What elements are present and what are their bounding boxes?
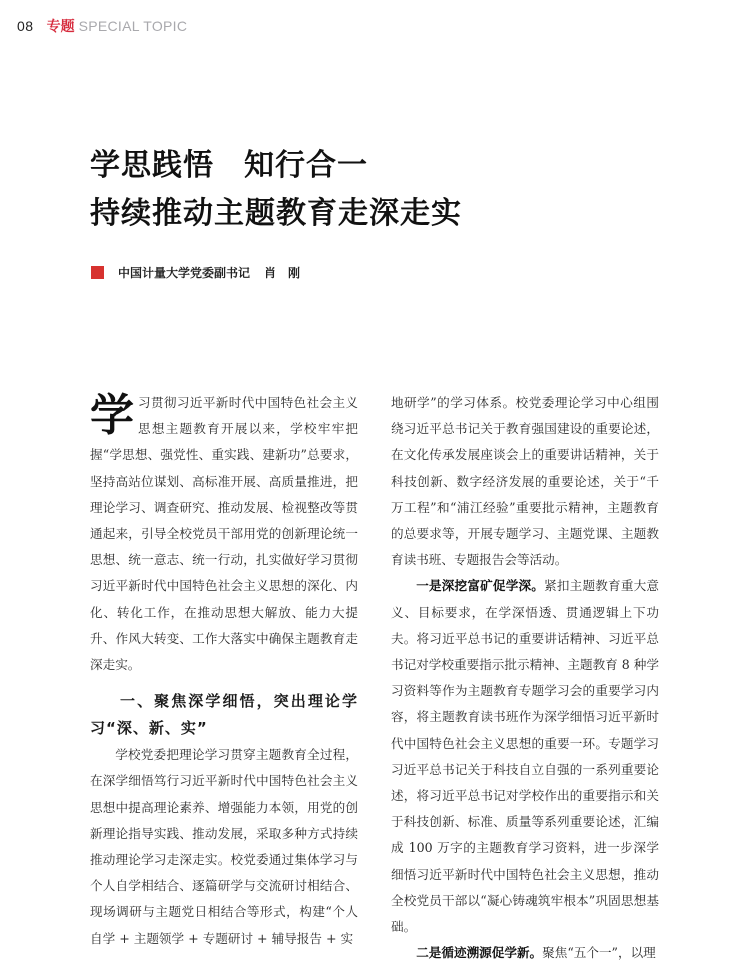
title-part-1: 学思践悟 [90,148,214,183]
page-number: 08 [17,18,34,34]
running-header [17,16,187,36]
section-label-cn: 专题 [46,18,75,34]
author-name: 肖刚 [264,266,313,280]
red-square-icon [91,266,104,279]
article-title [90,142,462,238]
title-line-1 [90,142,462,190]
point-2-body: 聚焦“五个一”，以理 [542,945,656,961]
title-line-2: 持续推动主题教育走深走实 [90,196,462,231]
byline [91,264,312,281]
left-column [90,390,358,952]
point-1-body: 紧扣主题教育重大意义、目标要求，在学深悟透、贯通逻辑上下功夫。将习近平总书记的重要讲话精神、习近平总书记对学校重要指示批示精神、主题教育 8 种学习资料等作为主题教育专题学习会的重要学习内容，将主题教育读书班作为深学细悟习近平新时代中国特色社会主义思想的重要一环。专题学习习近平总书记关于科技自立自强的一系列重要论述，将习近平总书记对学校作出的重要指示和关于科技创新、标准、质量等系列重要论述，汇编成 100 万字的主题教育学习资料，进一步深学细悟习近平新时代中国特色社会主义思想，推动全校党员干部以“凝心铸魂筑牢根本”巩固思想基础。 [391,578,660,935]
section-label-en: SPECIAL TOPIC [78,18,188,34]
drop-cap: 学 [90,390,134,441]
section-1-paragraph: 学校党委把理论学习贯穿主题教育全过程，在深学细悟笃行习近平新时代中国特色社会主义思想中提高理论素养、增强能力本领，用党的创新理论指导实践、推动发展，采取多种方式持续推动理论学习走深走实。校党委通过集体学习与个人自学相结合、逐篇研学与交流研讨相结合、现场调研与主题党日相结合等形式，构建“个人自学 + 主题领学 + 专题研讨 + 辅导报告 + 实 [90,747,358,946]
point-2-lead: 二是循迹溯源促学新。 [416,945,543,961]
continued-paragraph: 地研学”的学习体系。校党委理论学习中心组围绕习近平总书记关于教育强国建设的重要论述，在文化传承发展座谈会上的重要讲话精神，关于科技创新、数字经济发展的重要论述，关于“千万工程”和“浦江经验”重要批示精神，主题教育的总要求等，开展专题学习、主题党课、主题教育读书班、专题报告会等活动。 [391,395,659,568]
intro-text: 习贯彻习近平新时代中国特色社会主义思想主题教育开展以来，学校牢牢把握“学思想、强党性、重实践、建新功”总要求，坚持高站位谋划、高标准开展、高质量推进，把理论学习、调查研究、推动发展、检视整改等贯通起来，引导全校党员干部用党的创新理论统一思想、统一意志、统一行动，扎实做好学习贯彻习近平新时代中国特色社会主义思想的深化、内化、转化工作，在推动思想大解放、能力大提升、作风大转变、工作大落实中确保主题教育走深走实。 [90,395,358,673]
right-column [391,390,659,966]
intro-paragraph [90,390,358,678]
point-2-paragraph [391,940,659,966]
point-1-lead: 一是深挖富矿促学深。 [416,578,545,594]
section-heading-1: 一、聚焦深学细悟，突出理论学习“深、新、实” [90,692,358,738]
author-organization: 中国计量大学党委副书记 [118,266,251,280]
point-1-paragraph [391,573,659,940]
title-part-2: 知行合一 [244,148,368,183]
